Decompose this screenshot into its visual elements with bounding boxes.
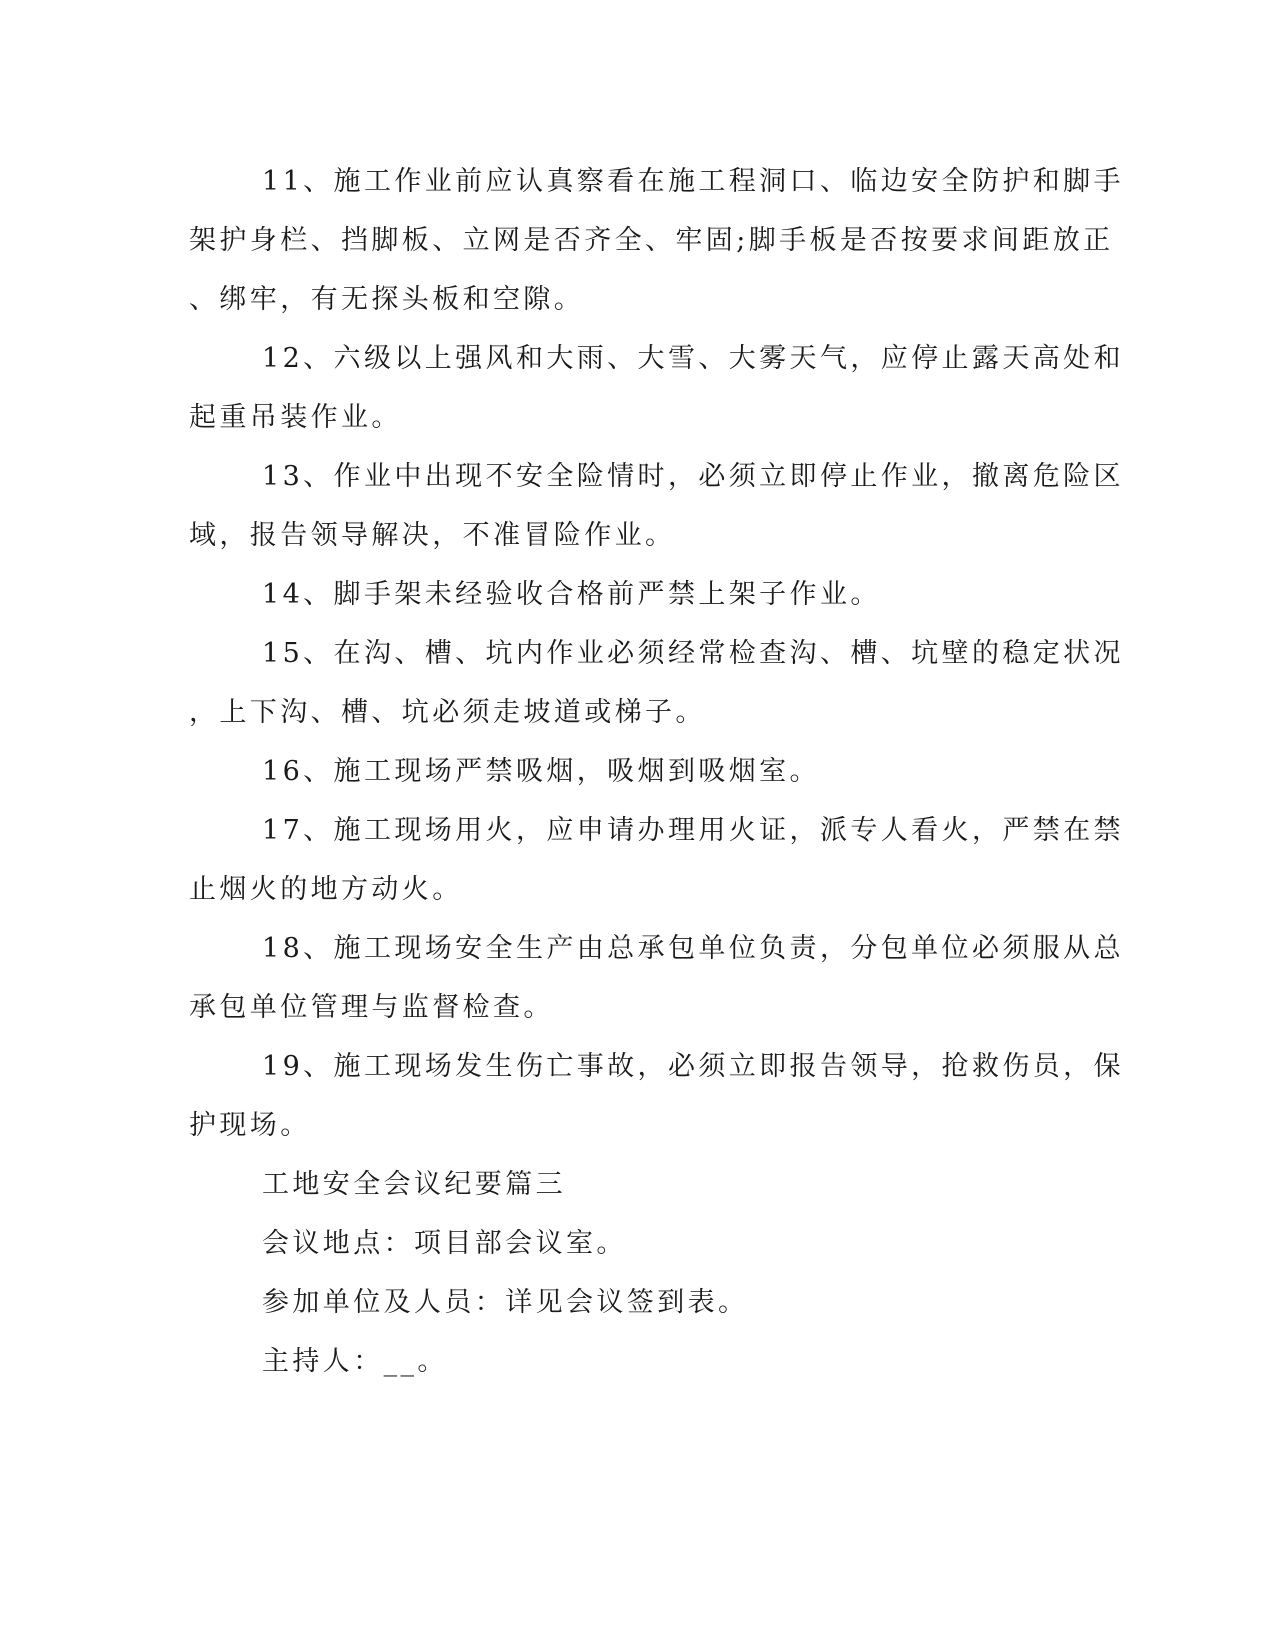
item-19-line-1: 19、施工现场发生伤亡事故，必须立即报告领导，抢救伤员，保 [262, 1051, 1124, 1082]
item-19-line-2: 护现场。 [189, 1110, 311, 1141]
meeting-location: 会议地点：项目部会议室。 [262, 1228, 627, 1259]
meeting-host: 主持人：__。 [262, 1346, 448, 1377]
item-11-line-1: 11、施工作业前应认真察看在施工程洞口、临边安全防护和脚手 [262, 166, 1124, 197]
item-14-line-1: 14、脚手架未经验收合格前严禁上架子作业。 [262, 579, 881, 610]
item-12-line-1: 12、六级以上强风和大雨、大雪、大雾天气，应停止露天高处和 [262, 343, 1124, 374]
meeting-participants: 参加单位及人员：详见会议签到表。 [262, 1287, 749, 1318]
item-16-line-1: 16、施工现场严禁吸烟，吸烟到吸烟室。 [262, 756, 820, 787]
item-11-line-2: 架护身栏、挡脚板、立网是否齐全、牢固;脚手板是否按要求间距放正 [189, 225, 1114, 256]
item-13-line-1: 13、作业中出现不安全险情时，必须立即停止作业，撤离危险区 [262, 461, 1124, 492]
item-17-line-2: 止烟火的地方动火。 [189, 874, 463, 905]
section-heading: 工地安全会议纪要篇三 [262, 1169, 566, 1200]
item-18-line-2: 承包单位管理与监督检查。 [189, 992, 554, 1023]
item-15-line-2: ，上下沟、槽、坑必须走坡道或梯子。 [189, 697, 706, 728]
item-11-line-3: 、绑牢，有无探头板和空隙。 [189, 284, 585, 315]
item-15-line-1: 15、在沟、槽、坑内作业必须经常检查沟、槽、坑壁的稳定状况 [262, 638, 1124, 669]
item-12-line-2: 起重吊装作业。 [189, 402, 402, 433]
item-18-line-1: 18、施工现场安全生产由总承包单位负责，分包单位必须服从总 [262, 933, 1124, 964]
item-13-line-2: 域，报告领导解决，不准冒险作业。 [189, 520, 676, 551]
item-17-line-1: 17、施工现场用火，应申请办理用火证，派专人看火，严禁在禁 [262, 815, 1124, 846]
